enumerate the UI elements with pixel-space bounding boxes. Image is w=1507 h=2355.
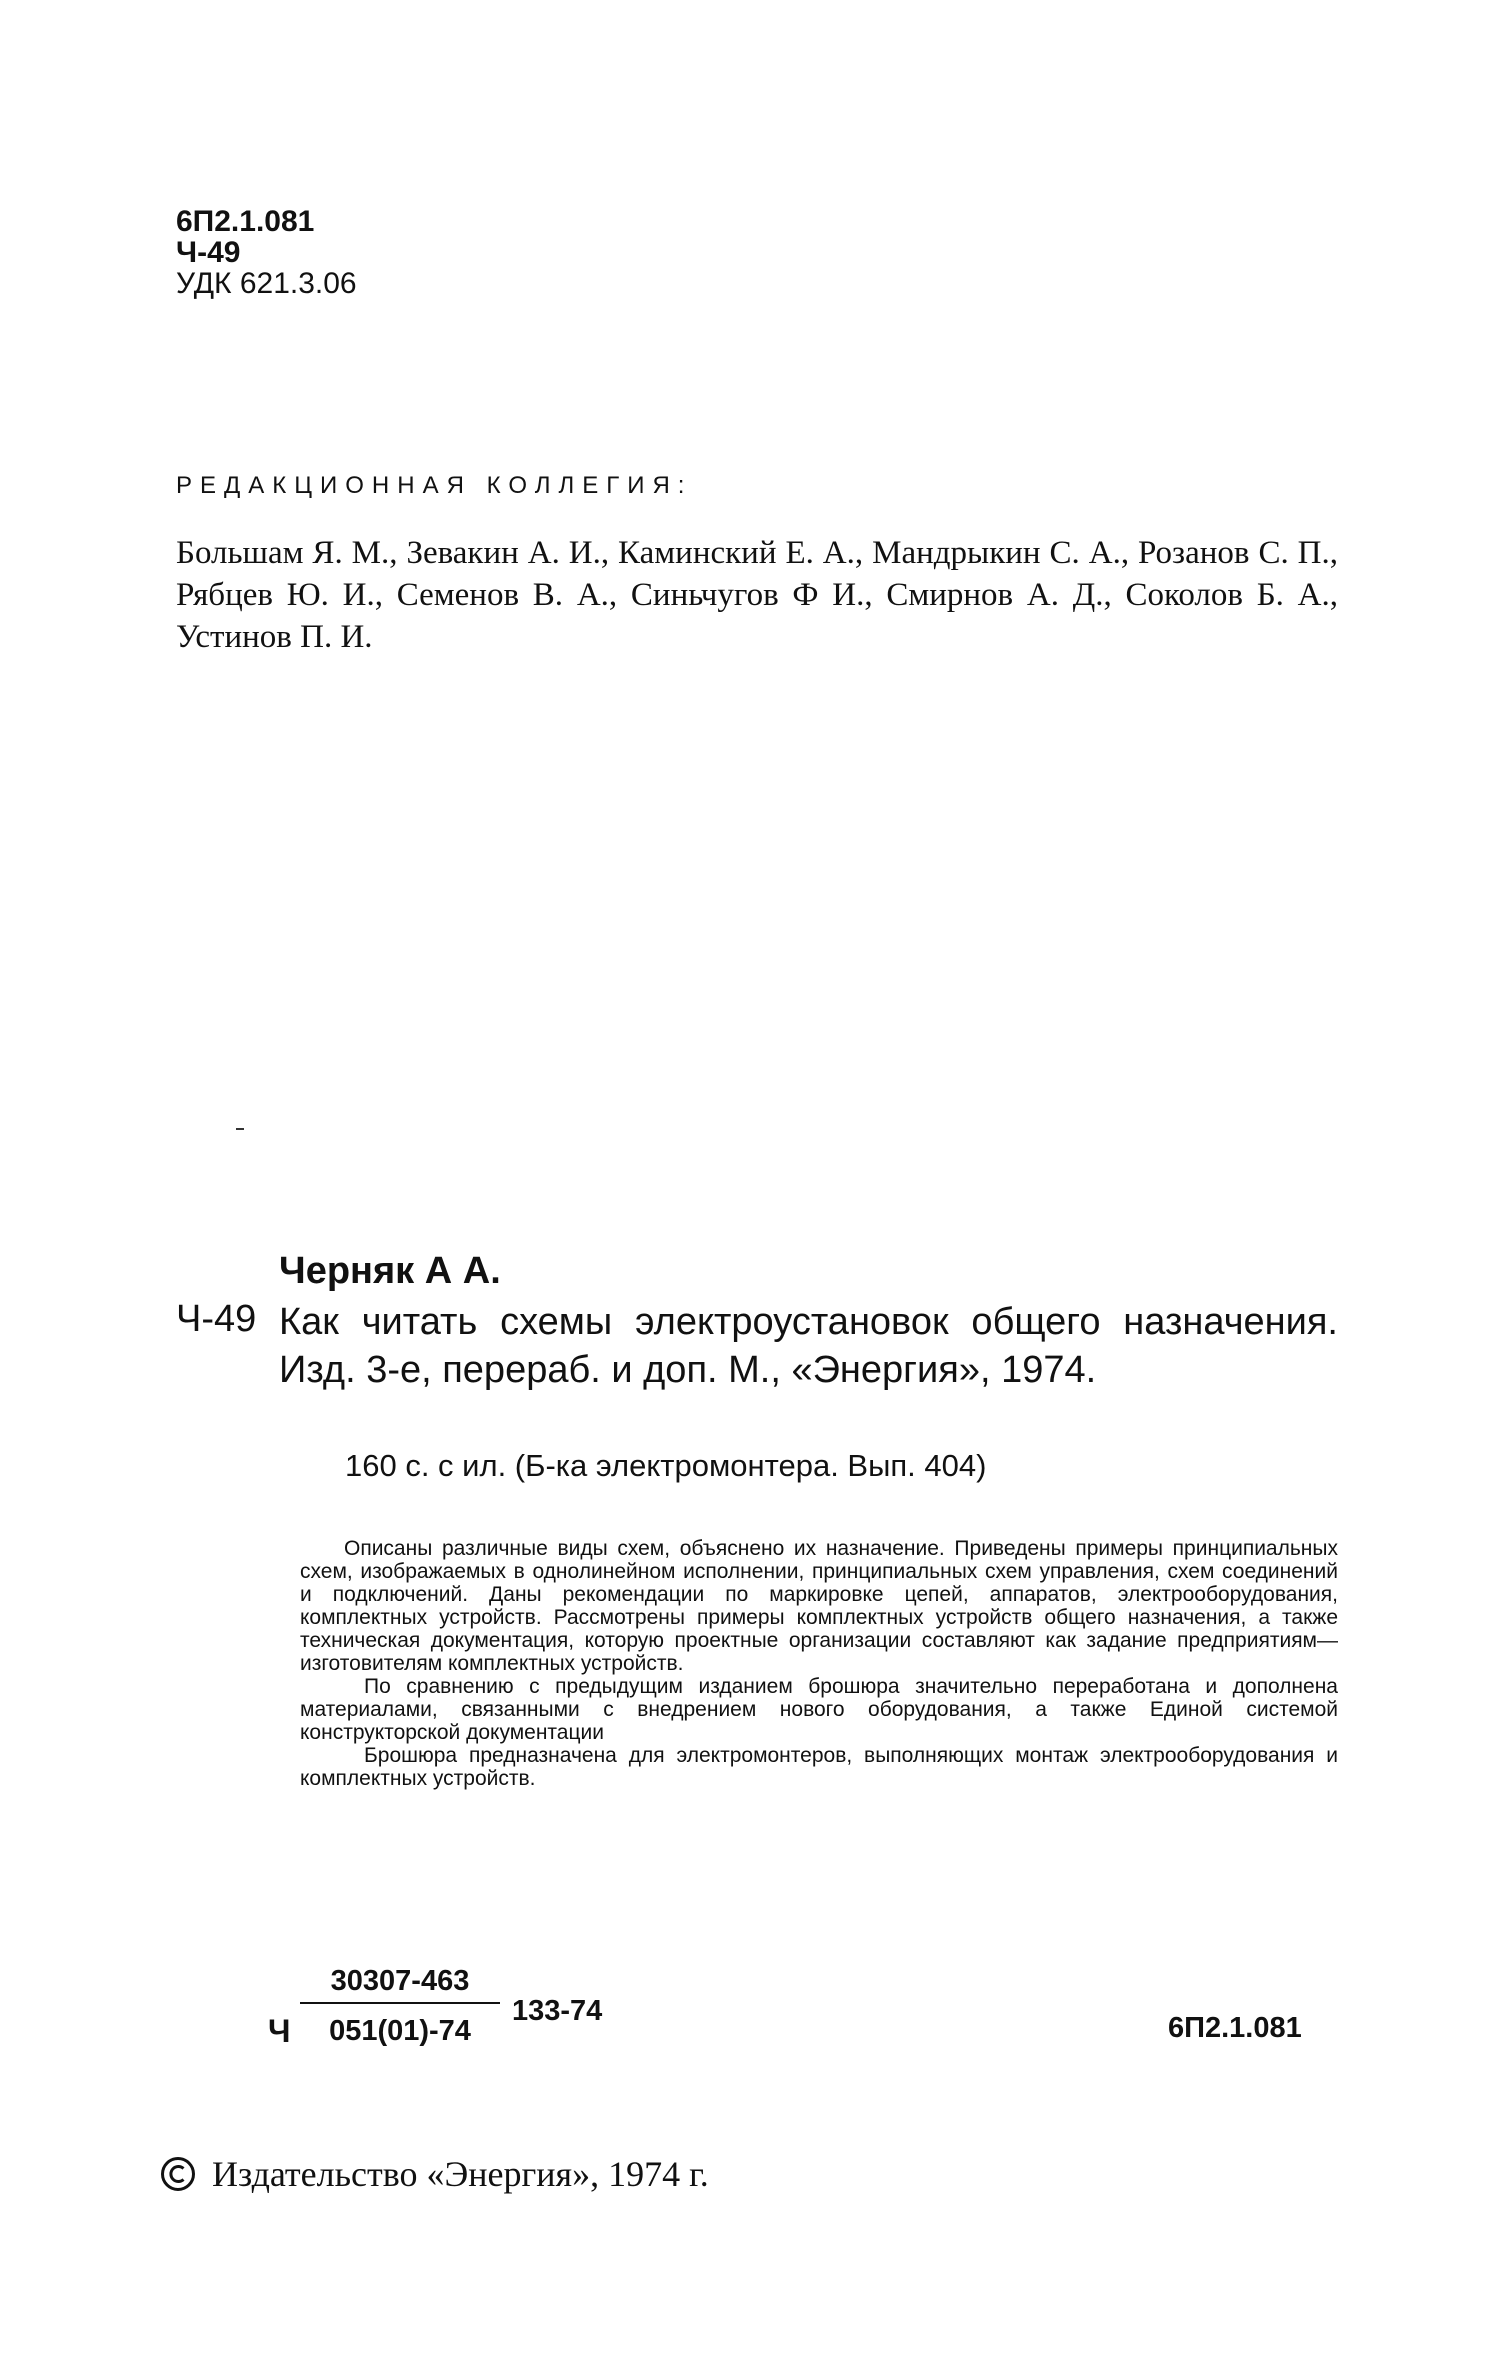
annotation (300, 1537, 1338, 1790)
udc-code: УДК 621.3.06 (176, 267, 357, 300)
classification-block (176, 206, 357, 299)
annotation-paragraph: По сравнению с предыдущим изданием брошюра значительно переработана и дополнена материалами, связанными с внедрением нового оборудования, а также Единой системой конструкторской документации (300, 1675, 1338, 1744)
annotation-paragraph: Описаны различные виды схем, объяснено их назначение. Приведены примеры принципиальных схем, изображаемых в однолинейном исполнении, принципиальных схем управления, схем соединений и подключений. Даны рекомендации по маркировке цепей, аппаратов, электрооборудования, комплектных устройств. Рассмотрены примеры комплектных устройств общего назначения, а также техническая документация, которую проектные организации составляют как задание предприятиям—изготовителям комплектных устройств. (300, 1537, 1338, 1675)
author-name: Черняк А А. (279, 1250, 501, 1292)
code-suffix: 133-74 (512, 1995, 603, 2027)
code-numerator: 30307-463 (330, 1965, 470, 1997)
copyright-line (160, 2153, 709, 2195)
editorial-board-members: Большам Я. М., Зевакин А. И., Каминский Е. А., Мандрыкин С. А., Розанов С. П., Рябцев Ю. И., Семенов В. А., Синьчугов Ф И., Смирнов А. Д., Соколов Б. А., Устинов П. И. (176, 535, 1338, 655)
code-denominator: 051(01)-74 (329, 2015, 471, 2047)
annotation-paragraph: Брошюра предназначена для электромонтеров, выполняющих монтаж электрооборудования и комплектных устройств. (300, 1744, 1338, 1790)
cutter-code: Ч-49 (176, 236, 241, 269)
bbk-code: 6П2.1.081 (176, 205, 315, 238)
copyright-icon (160, 2156, 196, 2192)
book-title: Как читать схемы электроустановок общего назначения. Изд. 3-е, перераб. и доп. М., «Энергия», 1974. (279, 1301, 1338, 1391)
code-letter: Ч (268, 2013, 291, 2049)
catalog-index: Ч-49 (176, 1298, 257, 1340)
page-count: 160 с. с ил. (Б-ка электромонтера. Вып. 404) (345, 1448, 987, 1483)
editorial-board-heading: РЕДАКЦИОННАЯ КОЛЛЕГИЯ: (176, 472, 693, 499)
copyright-text: Издательство «Энергия», 1974 г. (212, 2154, 709, 2194)
code-right: 6П2.1.081 (1168, 2012, 1302, 2044)
stray-mark (236, 1128, 244, 1130)
fraction-line (300, 2002, 500, 2004)
code-fraction (300, 1962, 500, 2050)
